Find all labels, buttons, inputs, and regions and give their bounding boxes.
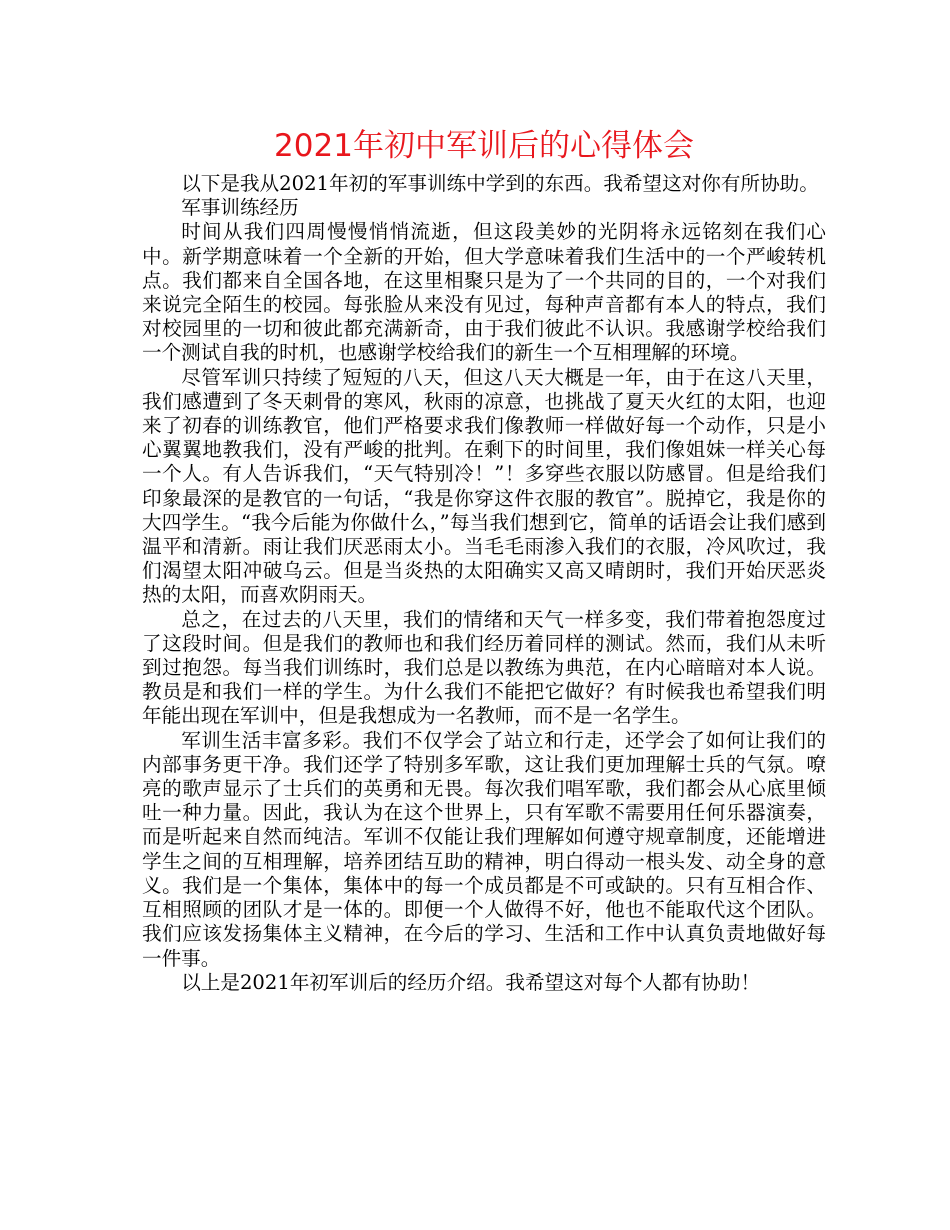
paragraph-closing: 以上是2021年初军训后的经历介绍。我希望这对每个人都有协助！	[181, 970, 761, 994]
paragraph-section-heading: 军事训练经历	[181, 196, 299, 220]
document-body	[142, 172, 826, 995]
document-page	[142, 122, 826, 995]
paragraph-intro: 以下是我从2021年初的军事训练中学到的东西。我希望这对你有所协助。	[181, 172, 819, 195]
paragraph-4: 军训生活丰富多彩。我们不仅学会了站立和行走，还学会了如何让我们的内部事务更干净。我们还学了特别多军歌，这让我们更加理解士兵的气氛。嘹亮的歌声显示了士兵们的英勇和无畏。每次我们唱军歌，我们都会从心底里倾吐一种力量。因此，我认为在这个世界上，只有军歌不需要用任何乐器演奏，而是听起来自然而纯洁。军训不仅能让我们理解如何遵守规章制度，还能增进学生之间的互相理解，培养团结互助的精神，明白得动一根头发、动全身的意义。我们是一个集体，集体中的每一个成员都是不可或缺的。只有互相合作、互相照顾的团队才是一体的。即便一个人做得不好，他也不能取代这个团队。我们应该发扬集体主义精神，在今后的学习、生活和工作中认真负责地做好每一件事。	[142, 728, 826, 970]
paragraph-3: 总之，在过去的八天里，我们的情绪和天气一样多变，我们带着抱怨度过了这段时间。但是我们的教师也和我们经历着同样的测试。然而，我们从未听到过抱怨。每当我们训练时，我们总是以教练为典范，在内心暗暗对本人说。教员是和我们一样的学生。为什么我们不能把它做好？有时候我也希望我们明年能出现在军训中，但是我想成为一名教师，而不是一名学生。	[142, 607, 826, 728]
paragraph-1: 时间从我们四周慢慢悄悄流逝，但这段美妙的光阴将永远铭刻在我们心中。新学期意味着一个全新的开始，但大学意味着我们生活中的一个严峻转机点。我们都来自全国各地，在这里相聚只是为了一个共同的目的，一个对我们来说完全陌生的校园。每张脸从来没有见过，每种声音都有本人的特点，我们对校园里的一切和彼此都充满新奇，由于我们彼此不认识。我感谢学校给我们一个测试自我的时机，也感谢学校给我们的新生一个互相理解的环境。	[142, 220, 826, 365]
paragraph-2: 尽管军训只持续了短短的八天，但这八天大概是一年，由于在这八天里，我们感遭到了冬天刺骨的寒风，秋雨的凉意，也挑战了夏天火红的太阳，也迎来了初春的训练教官，他们严格要求我们像教师一样做好每一个动作，只是小心翼翼地教我们，没有严峻的批判。在剩下的时间里，我们像姐妹一样关心每一个人。有人告诉我们，“天气特别冷！”！多穿些衣服以防感冒。但是给我们印象最深的是教官的一句话，“我是你穿这件衣服的教官”。脱掉它，我是你的大四学生。“我今后能为你做什么，”每当我们想到它，简单的话语会让我们感到温平和清新。雨让我们厌恶雨太小。当毛毛雨渗入我们的衣服，冷风吹过，我们渴望太阳冲破乌云。但是当炎热的太阳确实又高又晴朗时，我们开始厌恶炎热的太阳，而喜欢阴雨天。	[142, 365, 826, 607]
document-title: 2021年初中军训后的心得体会	[274, 128, 694, 164]
